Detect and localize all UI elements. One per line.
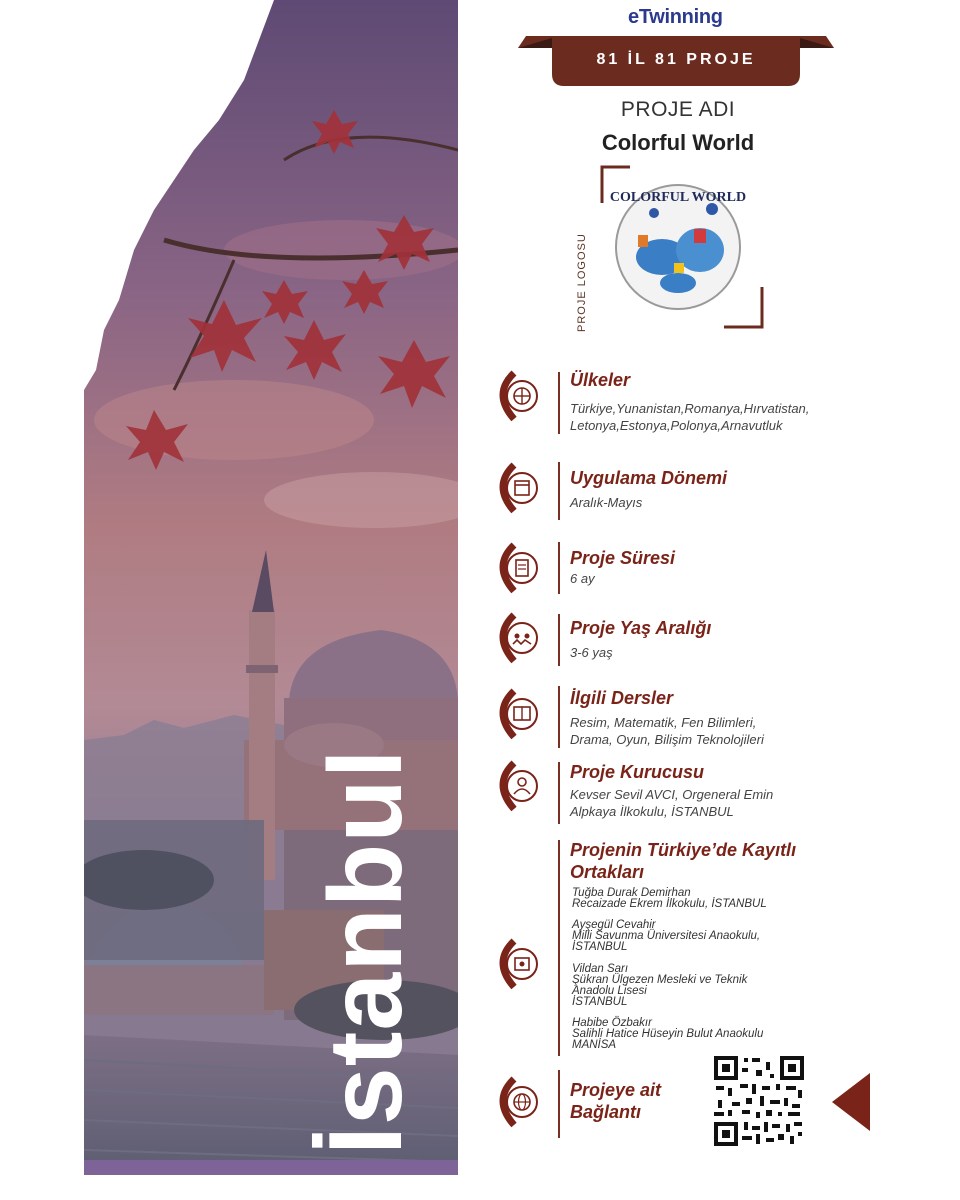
age-title: Proje Yaş Aralığı <box>570 618 712 638</box>
partner-1-name: Tuğba Durak Demirhan <box>572 887 691 899</box>
founder-line-1: Kevser Sevil AVCI, Orgeneral Emin <box>570 787 774 802</box>
countries-title: Ülkeler <box>570 370 631 390</box>
partners-icon <box>488 938 540 990</box>
duration-title: Proje Süresi <box>570 548 676 568</box>
founder-icon <box>488 760 540 812</box>
subjects-line-2: Drama, Oyun, Bilişim Teknolojileri <box>570 732 764 747</box>
founder-line-2: Alpkaya İlkokulu, İSTANBUL <box>570 804 734 819</box>
partner-3-name: Vildan Sarı <box>572 963 629 975</box>
project-logo-frame <box>590 165 766 330</box>
ribbon-text: 81 İL 81 PROJE <box>596 51 756 68</box>
row-separator <box>558 614 560 666</box>
row-separator <box>558 1070 560 1138</box>
globe-icon <box>488 370 540 422</box>
partner-1-school: Recaizade Ekrem İlkokulu, İSTANBUL <box>572 898 767 910</box>
children-icon <box>488 612 540 664</box>
etwinning-logo: eTwinning <box>628 6 723 28</box>
row-separator <box>558 372 560 434</box>
partners-title-1: Projenin Türkiye’de Kayıtlı <box>570 840 797 860</box>
partner-2-name: Ayşegül Cevahir <box>572 919 656 931</box>
partner-3-school-2: Anadolu Lisesi <box>572 985 647 997</box>
city-name: İstanbul <box>308 748 424 1155</box>
row-separator <box>558 840 560 1056</box>
partner-3-city: İSTANBUL <box>572 996 628 1008</box>
calendar-icon <box>488 462 540 514</box>
project-label: PROJE ADI <box>620 98 736 121</box>
hourglass-icon <box>488 542 540 594</box>
countries-line-1: Türkiye,Yunanistan,Romanya,Hırvatistan, <box>570 401 810 416</box>
project-logo <box>610 185 746 309</box>
row-separator <box>558 686 560 748</box>
duration-value: 6 ay <box>570 571 595 586</box>
qr-code[interactable] <box>712 1054 806 1148</box>
row-separator <box>558 462 560 520</box>
subjects-title: İlgili Dersler <box>570 688 674 708</box>
partners-title-2: Ortakları <box>570 862 645 882</box>
partner-4-name: Habibe Özbakır <box>572 1017 652 1029</box>
logo-title: COLORFUL WORLD <box>609 190 747 205</box>
partner-2-city: İSTANBUL <box>572 941 628 953</box>
play-arrow-icon <box>832 1073 870 1131</box>
period-value: Aralık-Mayıs <box>570 495 643 510</box>
project-name: Colorful World <box>601 130 755 155</box>
period-title: Uygulama Dönemi <box>570 468 728 488</box>
partner-4-city: MANİSA <box>572 1039 617 1051</box>
city-photo-panel <box>84 0 458 1175</box>
link-icon <box>488 1076 540 1128</box>
founder-title: Proje Kurucusu <box>570 762 705 782</box>
row-separator <box>558 542 560 594</box>
row-separator <box>558 762 560 824</box>
partner-3-school: Şükran Ülgezen Mesleki ve Teknik <box>572 974 748 986</box>
link-title-1: Projeye ait <box>570 1080 662 1100</box>
age-value: 3-6 yaş <box>570 645 613 660</box>
subjects-line-1: Resim, Matematik, Fen Bilimleri, <box>570 715 757 730</box>
partner-4-school: Salihli Hatice Hüseyin Bulut Anaokulu <box>572 1028 764 1040</box>
link-title-2: Bağlantı <box>570 1102 642 1122</box>
book-icon <box>488 688 540 740</box>
partner-2-school: Milli Savunma Üniversitesi Anaokulu, <box>572 930 761 942</box>
logo-label: PROJE LOGOSU <box>576 233 588 332</box>
countries-line-2: Letonya,Estonya,Polonya,Arnavutluk <box>570 418 783 433</box>
